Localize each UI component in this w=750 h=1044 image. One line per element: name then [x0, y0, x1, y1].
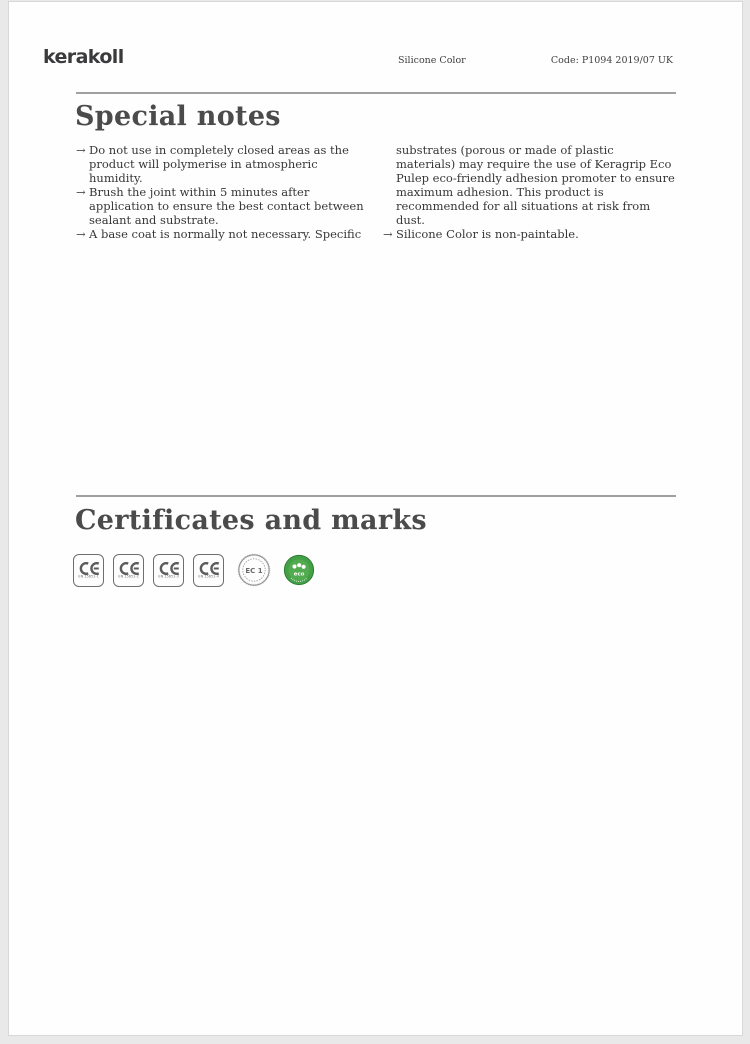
ec1-label: EC 1: [245, 566, 263, 575]
arrow-bullet-icon: [383, 143, 396, 227]
list-item: [76, 185, 369, 227]
note-text: Do not use in completely closed areas as the product will polymerise in atmospheric humidity.: [89, 143, 349, 185]
arrow-bullet-icon: →: [383, 227, 393, 241]
list-item: [383, 143, 676, 227]
special-notes-body: [76, 143, 676, 241]
ce-standard-label: EN 15651-4: [198, 573, 219, 578]
eco-label: eco: [293, 571, 305, 578]
list-item: [383, 227, 676, 241]
ce-letters-icon: [118, 562, 140, 575]
header-code: Code: P1094 2019/07 UK: [550, 55, 673, 66]
arrow-bullet-icon: →: [76, 143, 86, 157]
ce-mark-icon: [73, 554, 104, 587]
arrow-bullet-icon: →: [76, 227, 86, 241]
note-text: substrates (porous or made of plastic materials) may require the use of Keragrip Eco Pulep eco-friendly adhesion promoter to ensure maximum adhesion. This product is recommended for all situations at risk from dust.: [396, 143, 675, 227]
list-item: [76, 227, 369, 241]
notes-right-column: [383, 143, 676, 241]
certification-marks-row: [73, 553, 315, 587]
document-page: [8, 1, 743, 1036]
certificates-title: Certificates and marks: [75, 505, 427, 536]
note-text: Brush the joint within 5 minutes after application to ensure the best contact between sealant and substrate.: [89, 185, 364, 227]
header-product-name: Silicone Color: [398, 55, 466, 66]
list-item: [76, 143, 369, 185]
ce-letters-icon: [78, 562, 100, 575]
ce-letters-icon: [198, 562, 220, 575]
ce-mark-icon: [153, 554, 184, 587]
ce-standard-label: EN 15651-2: [118, 573, 139, 578]
section-divider: [76, 92, 676, 94]
ce-mark-icon: [193, 554, 224, 587]
eco-rating-icon: [283, 554, 315, 586]
note-text: A base coat is normally not necessary. Specific: [89, 227, 362, 241]
ce-mark-icon: [113, 554, 144, 587]
ce-letters-icon: [158, 562, 180, 575]
arrow-bullet-icon: →: [76, 185, 86, 199]
ce-standard-label: EN 15651-1: [78, 573, 99, 578]
notes-left-column: [76, 143, 369, 241]
special-notes-title: Special notes: [75, 101, 281, 132]
section-divider: [76, 495, 676, 497]
note-text: Silicone Color is non-paintable.: [396, 227, 579, 241]
kerakoll-logo: kerakoll: [43, 46, 124, 68]
ce-standard-label: EN 15651-3: [158, 573, 179, 578]
ec1-emicode-icon: [237, 553, 271, 587]
